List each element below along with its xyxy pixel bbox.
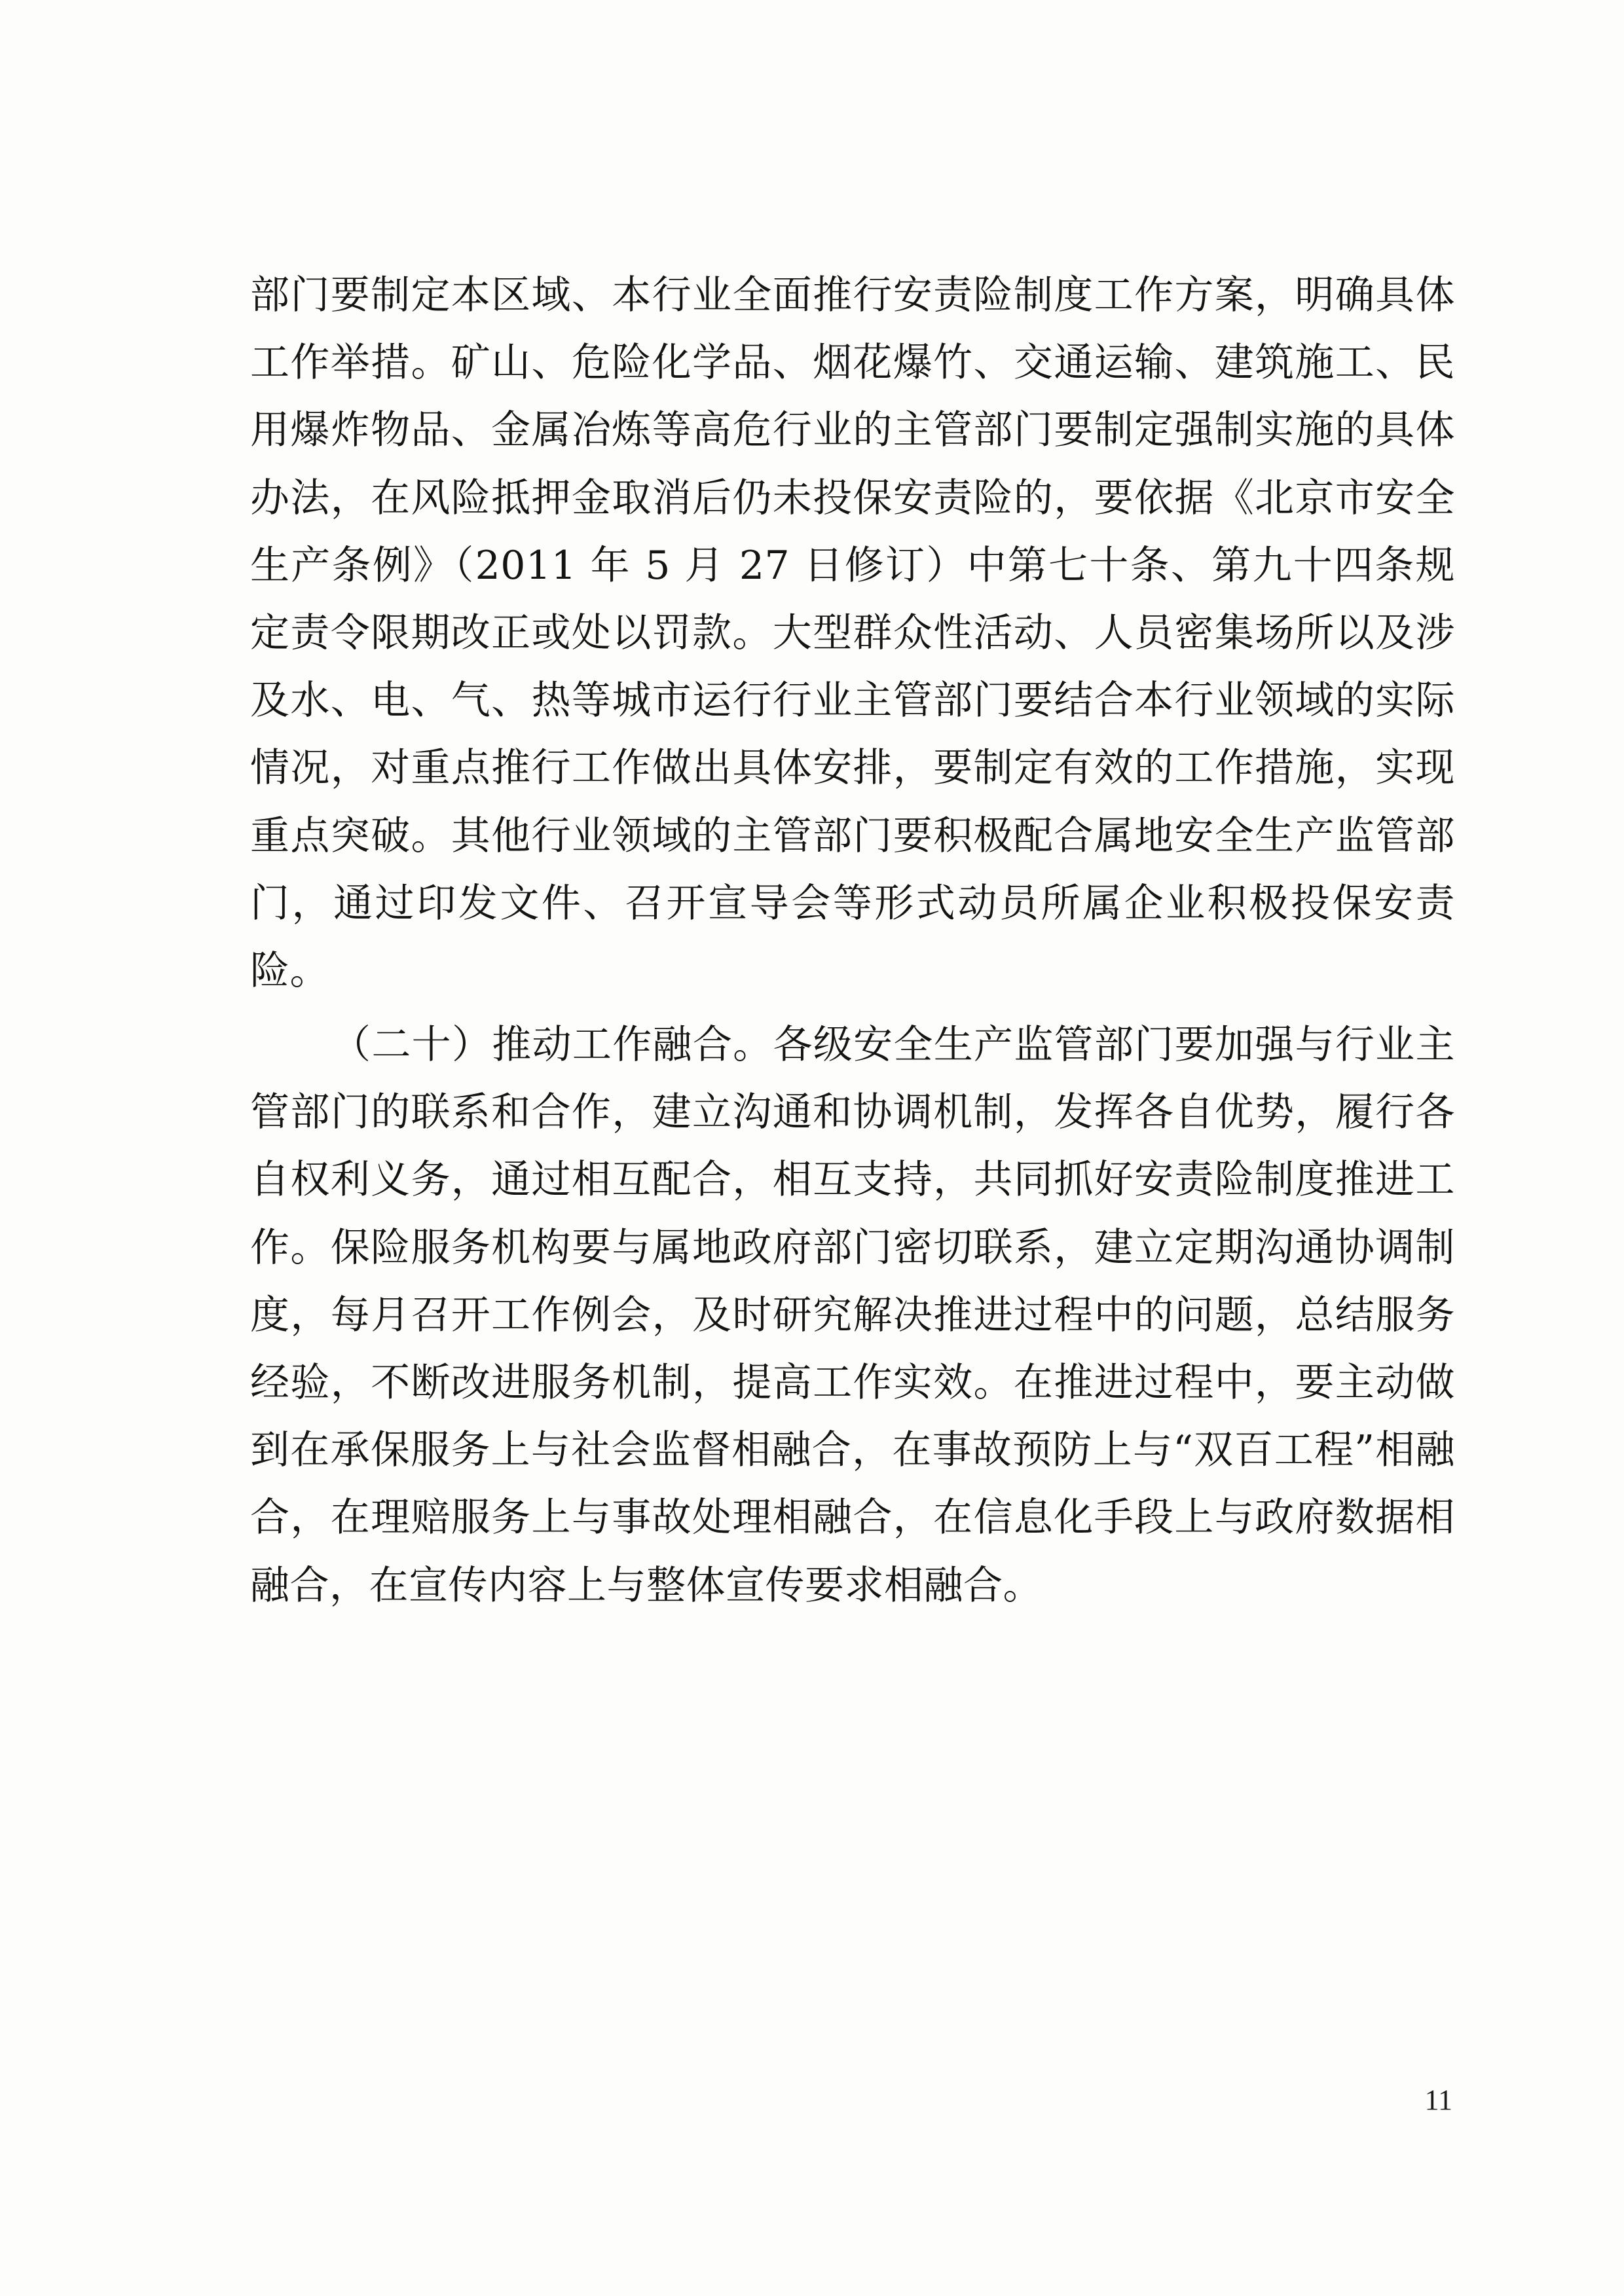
document-body <box>250 262 1455 1622</box>
page-number: 11 <box>1424 2084 1452 2116</box>
paragraph-1: 部门要制定本区域、本行业全面推行安责险制度工作方案，明确具体工作举措。矿山、危险化学品、烟花爆竹、交通运输、建筑施工、民用爆炸物品、金属冶炼等高危行业的主管部门要制定强制实施的具体办法，在风险抵押金取消后仍未投保安责险的，要依据《北京市安全生产条例》（2011 年 5 月 27 日修订）中第七十条、第九十四条规定责令限期改正或处以罚款。大型群众性活动、人员密集场所以及涉及水、电、气、热等城市运行行业主管部门要结合本行业领域的实际情况，对重点推行工作做出具体安排，要制定有效的工作措施，实现重点突破。其他行业领域的主管部门要积极配合属地安全生产监管部门，通过印发文件、召开宣导会等形式动员所属企业积极投保安责险。 <box>250 272 1455 994</box>
paragraph-2: （二十）推动工作融合。各级安全生产监管部门要加强与行业主管部门的联系和合作，建立沟通和协调机制，发挥各自优势，履行各自权利义务，通过相互配合，相互支持，共同抓好安责险制度推进工作。保险服务机构要与属地政府部门密切联系，建立定期沟通协调制度，每月召开工作例会，及时研究解决推进过程中的问题，总结服务经验，不断改进服务机制，提高工作实效。在推进过程中，要主动做到在承保服务上与社会监督相融合，在事故预防上与“双百工程”相融合，在理赔服务上与事故处理相融合，在信息化手段上与政府数据相融合，在宣传内容上与整体宣传要求相融合。 <box>250 1022 1455 1609</box>
